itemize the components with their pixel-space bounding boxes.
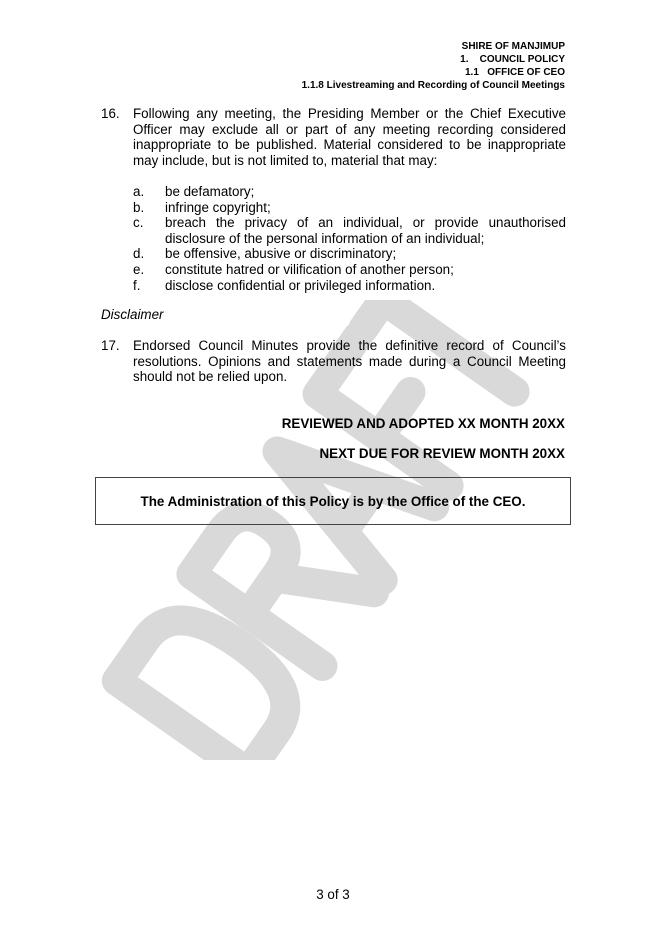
- list-item-letter: a.: [133, 184, 145, 199]
- administration-text: The Administration of this Policy is by the Office of the CEO.: [140, 493, 526, 509]
- list-item-letter: e.: [133, 261, 145, 277]
- list-item: [133, 215, 566, 246]
- next-review-line: NEXT DUE FOR REVIEW MONTH 20XX: [319, 446, 565, 461]
- list-item-letter: c.: [133, 215, 144, 231]
- list-item-text: constitute hatred or vilification of another person;: [165, 261, 454, 277]
- paragraph-17-text: Endorsed Council Minutes provide the definitive record of Council’s resolutions. Opinions and statements made during a Council Meeting should not be relied upon.: [133, 338, 566, 385]
- list-item: [133, 184, 566, 200]
- paragraph-16-text: Following any meeting, the Presiding Member or the Chief Executive Officer may exclude all or part of any meeting recording considered inappropriate to be published. Material considered to be inappropriate may include, but is not limited to, material that may:: [133, 106, 566, 168]
- list-item-text: breach the privacy of an individual, or provide unauthorised disclosure of the personal information of an individual;: [165, 215, 566, 246]
- paragraph-16: [101, 106, 566, 168]
- paragraph-16-number: 16.: [101, 106, 120, 121]
- list-item: [133, 278, 566, 294]
- list-item-text: infringe copyright;: [165, 199, 271, 215]
- paragraph-17-number: 17.: [101, 338, 120, 353]
- header-policy: 1.1.8 Livestreaming and Recording of Council Meetings: [301, 80, 565, 91]
- list-item: [133, 262, 566, 278]
- list-item-text: be offensive, abusive or discriminatory;: [165, 246, 397, 262]
- list-item-letter: b.: [133, 199, 145, 215]
- list-item-text: be defamatory;: [165, 184, 255, 199]
- list-item-letter: d.: [133, 246, 145, 262]
- list-item-letter: f.: [133, 277, 141, 293]
- exclusion-list: [133, 184, 566, 293]
- list-item: [133, 246, 566, 262]
- page-number: 3 of 3: [316, 887, 350, 902]
- list-item-text: disclose confidential or privileged information.: [165, 277, 436, 293]
- paragraph-17: [101, 338, 566, 385]
- header-section: 1. COUNCIL POLICY: [460, 54, 565, 65]
- header-org: SHIRE OF MANJIMUP: [461, 41, 565, 52]
- document-header: [302, 40, 565, 92]
- reviewed-adopted-line: REVIEWED AND ADOPTED XX MONTH 20XX: [281, 416, 565, 431]
- list-item: [133, 200, 566, 216]
- disclaimer-heading: Disclaimer: [101, 307, 164, 322]
- administration-box: [95, 477, 571, 525]
- header-subsection: 1.1 OFFICE OF CEO: [464, 67, 565, 78]
